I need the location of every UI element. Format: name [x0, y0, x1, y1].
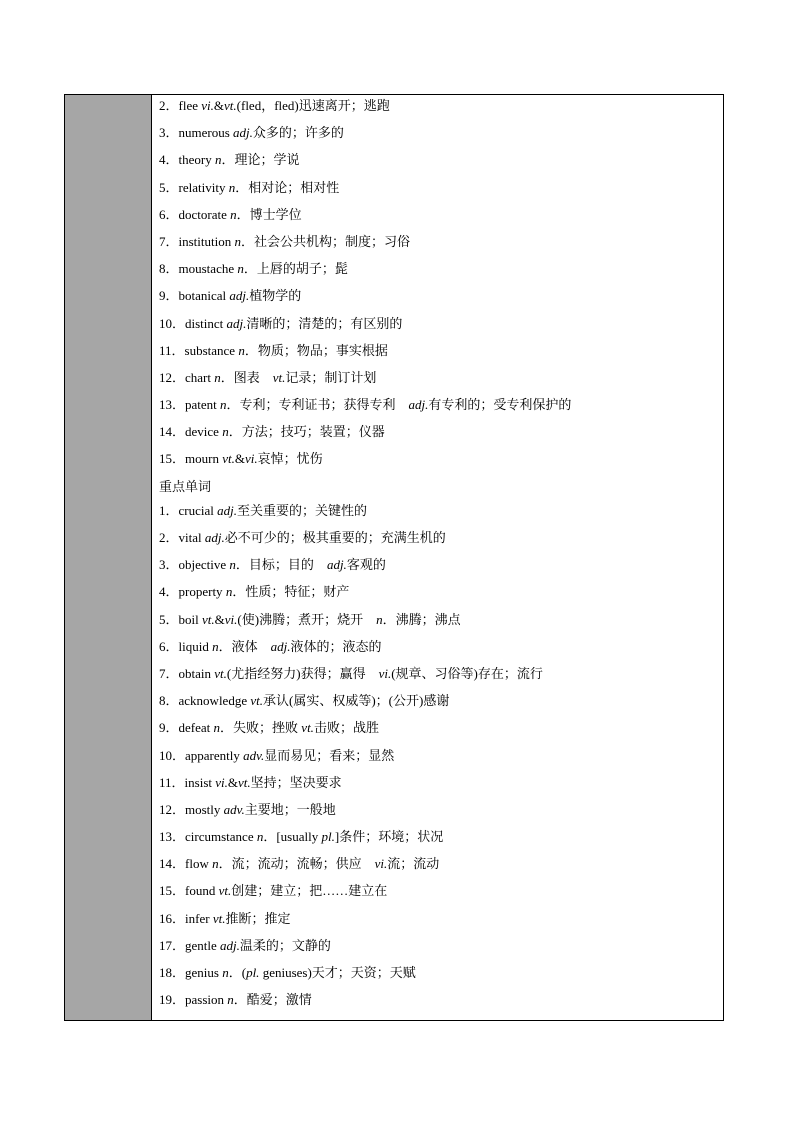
table-side-cell — [65, 95, 152, 1020]
entry-number: 6． — [159, 638, 179, 654]
entry-text: ．流；流动；流畅；供应 — [218, 856, 375, 872]
vocab-table — [64, 94, 724, 1021]
entry-text: numerous — [178, 125, 234, 141]
entry-number: 6． — [159, 206, 179, 222]
table-content-cell — [152, 95, 723, 1020]
entry-text: obtain — [178, 665, 215, 681]
entry-text: (使)沸腾；煮开；烧开 — [237, 611, 377, 627]
part-of-speech: n — [228, 179, 236, 195]
entry-text: 必不可少的；极其重要的；充满生机的 — [224, 530, 446, 545]
vocab-entry — [159, 769, 723, 796]
part-of-speech: n — [237, 261, 244, 277]
part-of-speech: adj. — [220, 937, 240, 953]
entry-number: 15． — [159, 451, 186, 467]
part-of-speech: vt. — [238, 774, 251, 790]
entry-text: ．方法；技巧；装置；仪器 — [228, 424, 385, 440]
part-of-speech: vi. — [244, 451, 258, 467]
vocab-entry — [159, 551, 723, 578]
entry-text: ．专利；专利证书；获得专利 — [226, 397, 409, 413]
entry-text: & — [234, 451, 245, 467]
part-of-speech: vt. — [212, 910, 226, 926]
entry-text: 哀悼；忧伤 — [257, 451, 323, 467]
entry-text: mostly — [185, 801, 224, 817]
part-of-speech: adj. — [408, 397, 429, 413]
entry-text: passion — [185, 992, 228, 1008]
entry-number: 8． — [159, 693, 179, 709]
part-of-speech: vt. — [222, 451, 235, 467]
entry-number: 10． — [159, 747, 186, 763]
part-of-speech: vt. — [218, 883, 232, 899]
vocab-entry — [159, 337, 723, 364]
entry-text: ．( — [228, 965, 247, 980]
entry-number: 9． — [159, 288, 179, 304]
entry-text: ．图表 — [220, 369, 273, 385]
entry-text: 承认(属实、权威等)；(公开)感谢 — [263, 693, 450, 709]
vocab-entry — [159, 255, 723, 282]
vocab-entry — [159, 687, 723, 714]
entry-text: (尤指经努力)获得；赢得 — [226, 665, 379, 681]
entry-number: 13． — [159, 397, 186, 413]
entry-text: 众多的；许多的 — [252, 125, 344, 141]
part-of-speech: vt. — [214, 665, 227, 681]
entry-text: 有专利的；受专利保护的 — [428, 397, 572, 413]
entry-text: 创建；建立；把……建立在 — [231, 883, 388, 899]
part-of-speech: vt. — [224, 98, 237, 113]
entry-text: distinct — [185, 315, 227, 331]
entry-text: theory — [178, 152, 215, 168]
vocab-entry — [159, 445, 723, 472]
part-of-speech: adj. — [217, 502, 238, 518]
entry-text: 记录；制订计划 — [285, 369, 377, 385]
entry-number: 13． — [159, 829, 186, 845]
entry-number: 16． — [159, 910, 186, 926]
entry-number: 14． — [159, 856, 186, 872]
part-of-speech: n — [212, 638, 219, 654]
vocab-entry — [159, 391, 723, 418]
entry-number: 3． — [159, 557, 179, 573]
part-of-speech: n — [214, 369, 221, 385]
entry-text: insist — [184, 774, 216, 790]
part-of-speech: n — [214, 152, 222, 168]
vocab-entry — [159, 823, 723, 850]
entry-number: 7． — [159, 233, 179, 249]
vocab-entry — [159, 714, 723, 741]
entry-text: botanical — [178, 288, 230, 304]
part-of-speech: adj. — [229, 288, 250, 304]
entry-text: 显而易见；看来；显然 — [264, 747, 395, 763]
entry-number: 18． — [159, 965, 186, 980]
entry-number: 5． — [159, 179, 179, 195]
part-of-speech: adj. — [233, 125, 253, 141]
entry-text: liquid — [178, 638, 213, 654]
vocab-entry — [159, 524, 723, 551]
entry-text: boil — [178, 611, 202, 627]
vocab-entry — [159, 497, 723, 524]
entry-text: infer — [185, 910, 213, 926]
vocab-entry — [159, 146, 723, 173]
entry-text: ．失败；挫败 — [220, 720, 302, 736]
entry-text: flow — [185, 856, 213, 872]
part-of-speech: n — [222, 424, 229, 440]
entry-text: geniuses)天才；天资；天赋 — [259, 965, 416, 980]
entry-number: 5． — [159, 611, 179, 627]
vocab-entry — [159, 932, 723, 959]
entry-number: 1． — [159, 502, 179, 518]
entry-text: & — [213, 98, 225, 113]
entry-text: found — [185, 883, 219, 899]
part-of-speech: n — [229, 557, 236, 573]
entry-text: 击败；战胜 — [313, 720, 379, 736]
vocab-entry — [159, 986, 723, 1013]
vocab-entry — [159, 310, 723, 337]
vocab-entry — [159, 850, 723, 877]
vocab-entry — [159, 905, 723, 932]
entry-text: ．目标；目的 — [235, 557, 327, 573]
vocab-entry — [159, 877, 723, 904]
entry-number: 2． — [159, 98, 179, 113]
vocab-entry — [159, 606, 723, 633]
entry-text: property — [178, 584, 226, 600]
entry-text: ．液体 — [218, 638, 271, 654]
entry-text: ．酷爱；激情 — [233, 992, 312, 1008]
entry-text: gentle — [185, 937, 221, 953]
part-of-speech: adj. — [226, 315, 247, 331]
vocab-entry — [159, 418, 723, 445]
vocab-entry — [159, 119, 723, 146]
part-of-speech: vt. — [272, 369, 286, 385]
section-heading: 重点单词 — [159, 478, 212, 494]
part-of-speech: adj. — [270, 638, 291, 654]
entry-number: 11． — [159, 774, 185, 790]
part-of-speech: pl. — [246, 965, 260, 980]
entry-text: 主要地；一般地 — [244, 801, 336, 817]
entry-number: 10． — [159, 315, 186, 331]
vocab-entry — [159, 201, 723, 228]
part-of-speech: n — [256, 829, 264, 845]
entry-text: 液体的；液态的 — [290, 638, 382, 654]
vocab-entry — [159, 578, 723, 605]
entry-text: relativity — [178, 179, 229, 195]
entry-text: ．社会公共机构；制度；习俗 — [241, 233, 411, 249]
entry-text: & — [214, 611, 225, 627]
entry-number: 9． — [159, 720, 179, 736]
vocab-list-part-1 — [159, 92, 723, 473]
entry-text: 温柔的；文静的 — [239, 937, 331, 953]
part-of-speech: vt. — [202, 611, 215, 627]
entry-text: 流；流动 — [387, 856, 440, 872]
entry-text: ．相对论；相对性 — [235, 179, 340, 195]
entry-text: doctorate — [178, 206, 231, 222]
entry-text: substance — [184, 342, 239, 358]
entry-text: mourn — [185, 451, 223, 467]
entry-text: flee — [178, 98, 202, 113]
part-of-speech: adv. — [243, 747, 265, 763]
vocab-entry — [159, 174, 723, 201]
entry-text: institution — [178, 233, 235, 249]
part-of-speech: adj. — [326, 557, 347, 573]
entry-number: 19． — [159, 992, 186, 1008]
entry-text: device — [185, 424, 223, 440]
part-of-speech: n — [212, 856, 219, 872]
part-of-speech: vi. — [201, 98, 214, 113]
part-of-speech: pl. — [321, 829, 335, 845]
vocab-list-part-2 — [159, 497, 723, 1014]
entry-number: 4． — [159, 584, 179, 600]
entry-number: 17． — [159, 937, 186, 953]
entry-text: ．上唇的胡子；髭 — [243, 261, 348, 277]
part-of-speech: n — [220, 397, 227, 413]
part-of-speech: n — [376, 611, 383, 627]
entry-text: 坚持；坚决要求 — [250, 774, 342, 790]
entry-text: ．博士学位 — [236, 206, 302, 222]
vocab-entry — [159, 959, 723, 986]
entry-text: chart — [185, 369, 215, 385]
entry-text: ．物质；物品；事实根据 — [244, 342, 388, 358]
vocab-entry — [159, 660, 723, 687]
entry-number: 11． — [159, 342, 185, 358]
part-of-speech: n — [230, 206, 237, 222]
vocab-entry — [159, 364, 723, 391]
part-of-speech: n — [222, 965, 229, 980]
entry-number: 12． — [159, 369, 186, 385]
entry-text: vital — [178, 530, 205, 545]
entry-text: apparently — [185, 747, 244, 763]
entry-text: (fled，fled)迅速离开；逃跑 — [236, 98, 390, 113]
part-of-speech: vi. — [224, 611, 238, 627]
entry-text: 至关重要的；关键性的 — [237, 502, 368, 518]
vocab-entry — [159, 282, 723, 309]
entry-number: 12． — [159, 801, 186, 817]
entry-text: ．沸腾；沸点 — [382, 611, 461, 627]
entry-number: 4． — [159, 152, 179, 168]
part-of-speech: n — [238, 342, 245, 358]
part-of-speech: vi. — [215, 774, 228, 790]
entry-text: genius — [185, 965, 223, 980]
entry-text: ]条件；环境；状况 — [334, 829, 444, 845]
vocab-entry — [159, 742, 723, 769]
entry-number: 14． — [159, 424, 186, 440]
vocab-entry — [159, 796, 723, 823]
entry-text: defeat — [178, 720, 214, 736]
part-of-speech: n — [225, 584, 233, 600]
entry-text: moustache — [178, 261, 238, 277]
part-of-speech: vt. — [250, 693, 263, 709]
part-of-speech: n — [213, 720, 221, 736]
part-of-speech: vi. — [378, 665, 392, 681]
entry-text: crucial — [178, 502, 218, 518]
entry-number: 8． — [159, 261, 179, 277]
part-of-speech: n — [234, 233, 241, 249]
part-of-speech: adv. — [223, 801, 245, 817]
entry-text: patent — [185, 397, 221, 413]
entry-text: objective — [178, 557, 230, 573]
entry-number: 7． — [159, 665, 179, 681]
vocab-entry — [159, 92, 723, 119]
entry-number: 3． — [159, 125, 179, 141]
part-of-speech: vt. — [301, 720, 314, 736]
entry-text: ．理论；学说 — [221, 152, 300, 168]
entry-text: ．[usually — [263, 829, 322, 845]
entry-number: 2． — [159, 530, 179, 545]
entry-text: 客观的 — [346, 557, 386, 573]
part-of-speech: adj. — [204, 530, 225, 545]
entry-text: 推断；推定 — [225, 910, 291, 926]
vocab-entry — [159, 228, 723, 255]
entry-text: & — [227, 774, 239, 790]
entry-text: acknowledge — [178, 693, 251, 709]
vocab-entry — [159, 633, 723, 660]
entry-text: 清晰的；清楚的；有区别的 — [246, 315, 403, 331]
entry-text: circumstance — [185, 829, 257, 845]
entry-text: 植物学的 — [249, 288, 302, 304]
entry-text: (规章、习俗等)存在；流行 — [391, 665, 543, 681]
part-of-speech: vi. — [374, 856, 388, 872]
part-of-speech: n — [227, 992, 234, 1008]
entry-text: ．性质；特征；财产 — [232, 584, 350, 600]
entry-number: 15． — [159, 883, 186, 899]
